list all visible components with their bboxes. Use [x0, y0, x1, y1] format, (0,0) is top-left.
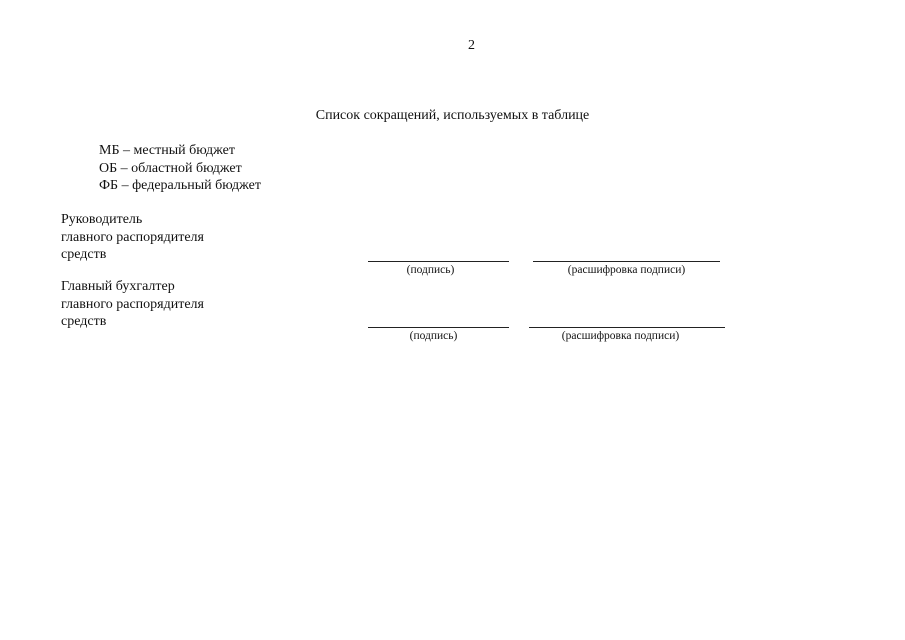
page-number: 2 [468, 38, 475, 53]
head-signature-label [61, 211, 204, 264]
head-title-line-1: Руководитель [61, 212, 143, 227]
head-title-line-2: главного распорядителя [61, 229, 204, 245]
head-decoding-caption: (расшифровка подписи) [567, 264, 686, 276]
head-signature-caption: (подпись) [406, 264, 455, 276]
accountant-title-line-2: главного распорядителя [61, 296, 204, 312]
abbreviation-item-ob: ОБ – областной бюджет [99, 160, 242, 176]
abbreviations-title: Список сокращений, используемых в таблице [315, 108, 590, 123]
accountant-signature-label [61, 278, 204, 331]
accountant-signature-caption: (подпись) [409, 330, 458, 342]
accountant-signature-line [368, 327, 509, 328]
head-signature-line [368, 261, 509, 262]
abbreviations-list [99, 142, 261, 195]
accountant-title-line-3: средств [61, 314, 107, 329]
accountant-decoding-caption: (расшифровка подписи) [561, 330, 680, 342]
accountant-title-line-1: Главный бухгалтер [61, 279, 175, 294]
head-decoding-line [533, 261, 720, 262]
abbreviation-item-fb: ФБ – федеральный бюджет [99, 178, 261, 193]
abbreviation-item-mb: МБ – местный бюджет [99, 143, 235, 158]
head-title-line-3: средств [61, 247, 107, 262]
accountant-decoding-line [529, 327, 725, 328]
